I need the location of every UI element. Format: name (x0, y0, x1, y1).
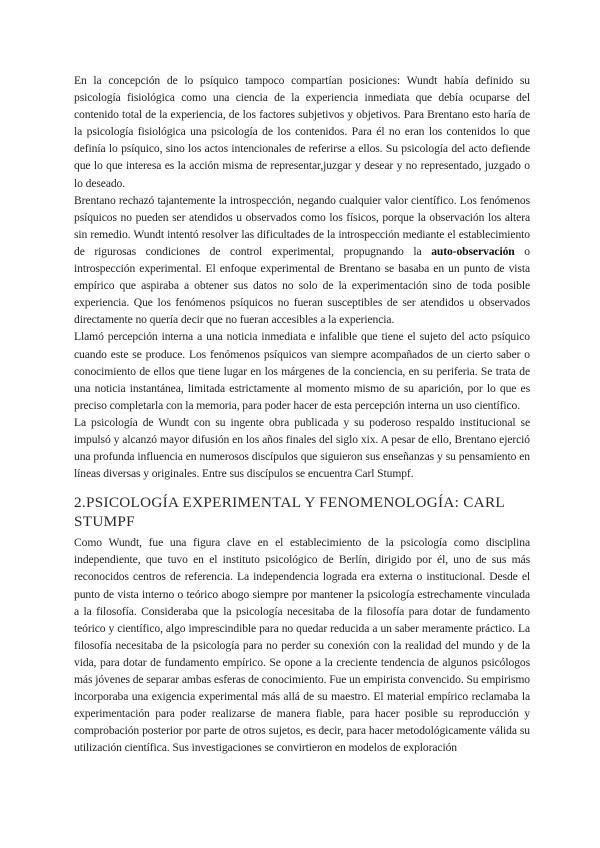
paragraph-introspection-text-after: o introspección experimental. El enfoque experimental de Brentano se basaba en un punto de vista empírico que aspiraba a obtener sus datos no solo de la experimentación sino de toda posible experiencia. Que los fenómenos psíquicos no fueran susceptibles de ser atendidos u observados directamente no quería decir que no fueran accesibles a la experiencia. (74, 244, 530, 327)
paragraph-wundt-brentano-conception: En la concepción de lo psíquico tampoco compartían posiciones: Wundt había definido su psicología fisiológica como una ciencia de la experiencia inmediata que debía ocuparse del contenido total de la experiencia, de los factores subjetivos y objetivos. Para Brentano esto haría de la psicología fisiológica una psicología de los contenidos. Para él no eran los contenidos lo que definía lo psíquico, sino los actos intencionales de referirse a ellos. Su psicología del acto defiende que lo que interesa es la acción misma de representar,juzgar y desear y no representado, juzgado o lo deseado. (74, 74, 530, 190)
document-body (74, 72, 530, 756)
paragraph-introspection-text-before: Brentano rechazó tajantemente la introspección, negando cualquier valor científico. Los fenómenos psíquicos no pueden ser atendidos u observados como los físicos, porque la observación los altera sin remedio. Wundt intentó resolver las dificultades de la introspección mediante el establecimiento de rigurosas condiciones de control experimental, propugnando la (74, 193, 530, 258)
auto-observacion-term: auto-observación (431, 244, 515, 258)
paragraph-stumpf: Como Wundt, fue una figura clave en el establecimiento de la psicología como disciplina independiente, que tuvo en el instituto psicológico de Berlín, dirigido por él, uno de sus más reconocidos centros de referencia. La independencia lograda era externa o institucional. Desde el punto de vista interno o teórico abogo siempre por mantener la psicología estrechamente vinculada a la filosofía. Consideraba que la psicología necesitaba de la filosofía para dotar de fundamento teórico y científico, algo imprescindible para no quedar reducida a un saber meramente práctico. La filosofía necesitaba de la psicología para no perder su conexión con la realidad del mundo y de la vida, para dotar de fundamento empírico. Se opone a la creciente tendencia de algunos psicólogos más jóvenes de separar ambas esferas de conocimiento. Fue un empirista convencido. Su empirismo incorporaba una exigencia experimental más allá de su maestro. El material empírico reclamaba la experimentación para poder realizarse de manera fiable, para hacer posible su reproducción y comprobación posterior por parte de otros sujetos, es decir, para hacer metodológicamente válida su utilización científica. Sus investigaciones se convirtieron en modelos de exploración (74, 536, 530, 755)
paragraph-wundt-influence: La psicología de Wundt con su ingente obra publicada y su poderoso respaldo institucional se impulsó y alcanzó mayor difusión en los años finales del siglo xix. A pesar de ello, Brentano ejerció una profunda influencia en numerosos discípulos que siguieron sus enseñanzas y su pensamiento en líneas diversas y originales. Entre sus discípulos se encuentra Carl Stumpf. (74, 415, 530, 481)
paragraph-introspection (74, 192, 530, 329)
paragraph-internal-perception: Llamó percepción interna a una noticia inmediata e infalible que tiene el sujeto del acto psíquico cuando este se produce. Los fenómenos psíquicos van siempre acompañados de un cierto saber o conocimiento de ellos que tiene lugar en los márgenes de la conciencia, en su periferia. Se trata de una noticia instantánea, limitada estrictamente al momento mismo de su aparición, por lo que es preciso completarla con la memoria, para poder hacer de esta percepción interna un uso científico. (74, 330, 530, 412)
section-heading-stumpf: 2.PSICOLOGÍA EXPERIMENTAL Y FENOMENOLOGÍA: CARL STUMPF (74, 494, 505, 531)
